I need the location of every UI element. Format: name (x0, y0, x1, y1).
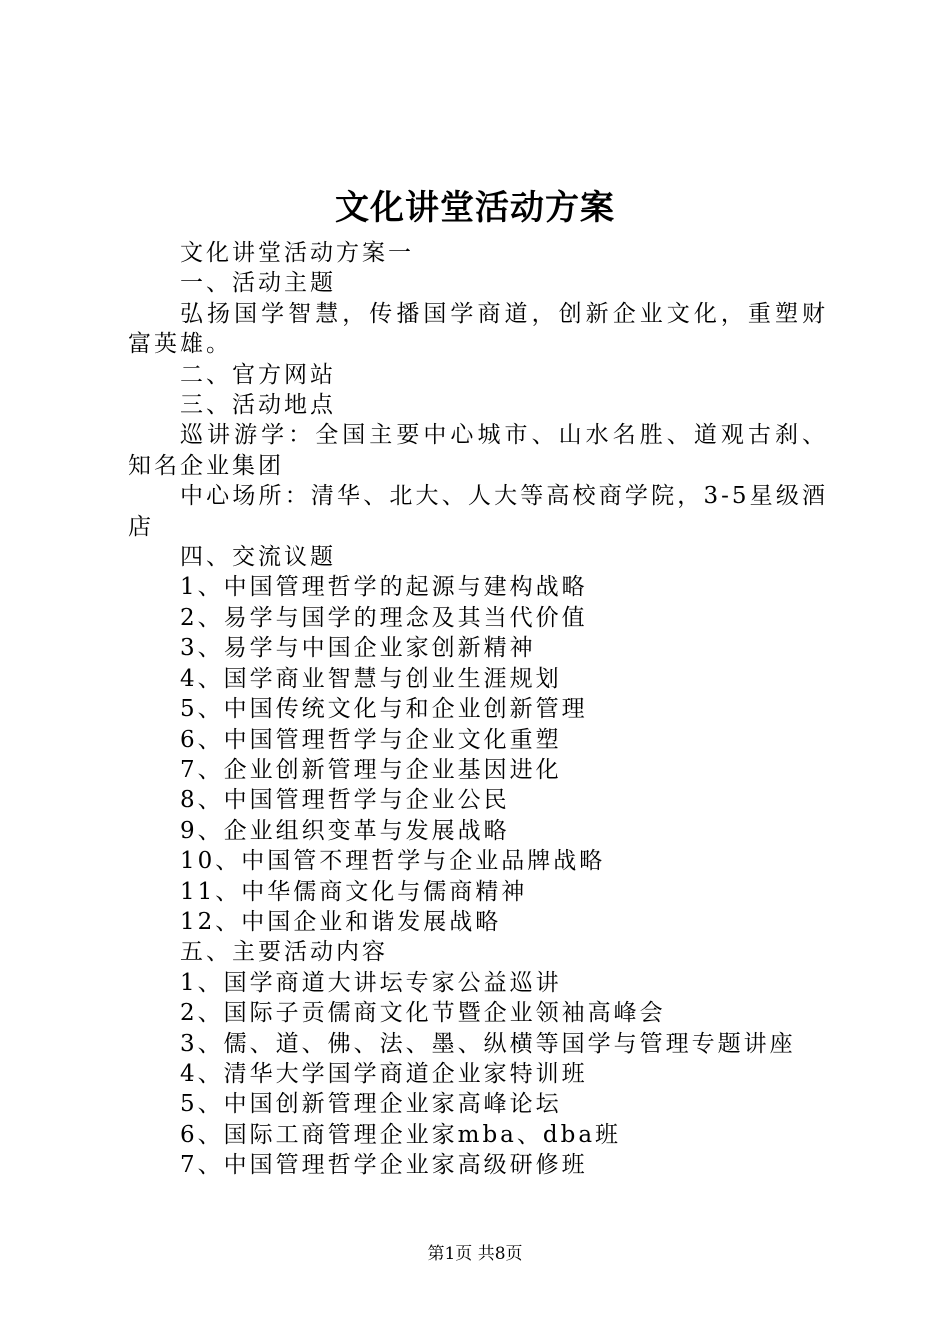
list-item: 2、国际子贡儒商文化节暨企业领袖高峰会 (180, 1000, 666, 1027)
section-heading-2: 二、官方网站 (180, 361, 336, 388)
list-item: 4、清华大学国学商道企业家特训班 (180, 1060, 588, 1087)
list-item: 10、中国管不理哲学与企业品牌战略 (180, 848, 606, 875)
list-item: 1、国学商道大讲坛专家公益巡讲 (180, 969, 562, 996)
page-footer: 第1页 共8页 (427, 1244, 523, 1264)
list-item: 8、中国管理哲学与企业公民 (180, 787, 510, 814)
section-heading-5: 五、主要活动内容 (180, 939, 388, 966)
paragraph-tour-locations: 巡讲游学：全国主要中心城市、山水名胜、道观古刹、知名企业集团 (128, 422, 828, 479)
list-item: 3、易学与中国企业家创新精神 (180, 635, 536, 662)
section-heading-1: 一、活动主题 (180, 270, 336, 297)
list-item: 11、中华儒商文化与儒商精神 (180, 878, 528, 905)
paragraph-theme: 弘扬国学智慧，传播国学商道，创新企业文化，重塑财富英雄。 (128, 300, 828, 358)
list-item: 9、企业组织变革与发展战略 (180, 817, 510, 844)
paragraph-center-venues: 中心场所：清华、北大、人大等高校商学院，3-5星级酒店 (128, 483, 828, 540)
list-item: 7、中国管理哲学企业家高级研修班 (180, 1152, 588, 1179)
paragraph-subtitle: 文化讲堂活动方案一 (180, 240, 414, 266)
section-heading-4: 四、交流议题 (180, 544, 336, 571)
list-item: 5、中国传统文化与和企业创新管理 (180, 696, 588, 723)
document-body (128, 238, 828, 1181)
list-item: 1、中国管理哲学的起源与建构战略 (180, 574, 588, 601)
document-title: 文化讲堂活动方案 (335, 188, 615, 228)
section-heading-3: 三、活动地点 (180, 392, 336, 419)
list-item: 4、国学商业智慧与创业生涯规划 (180, 665, 562, 692)
list-item: 6、中国管理哲学与企业文化重塑 (180, 726, 562, 753)
list-item: 3、儒、道、佛、法、墨、纵横等国学与管理专题讲座 (180, 1030, 796, 1057)
list-item: 5、中国创新管理企业家高峰论坛 (180, 1091, 562, 1118)
list-item: 7、企业创新管理与企业基因进化 (180, 756, 562, 783)
list-item: 2、易学与国学的理念及其当代价值 (180, 604, 588, 631)
list-item: 6、国际工商管理企业家mba、dba班 (180, 1121, 622, 1148)
list-item: 12、中国企业和谐发展战略 (180, 908, 502, 935)
